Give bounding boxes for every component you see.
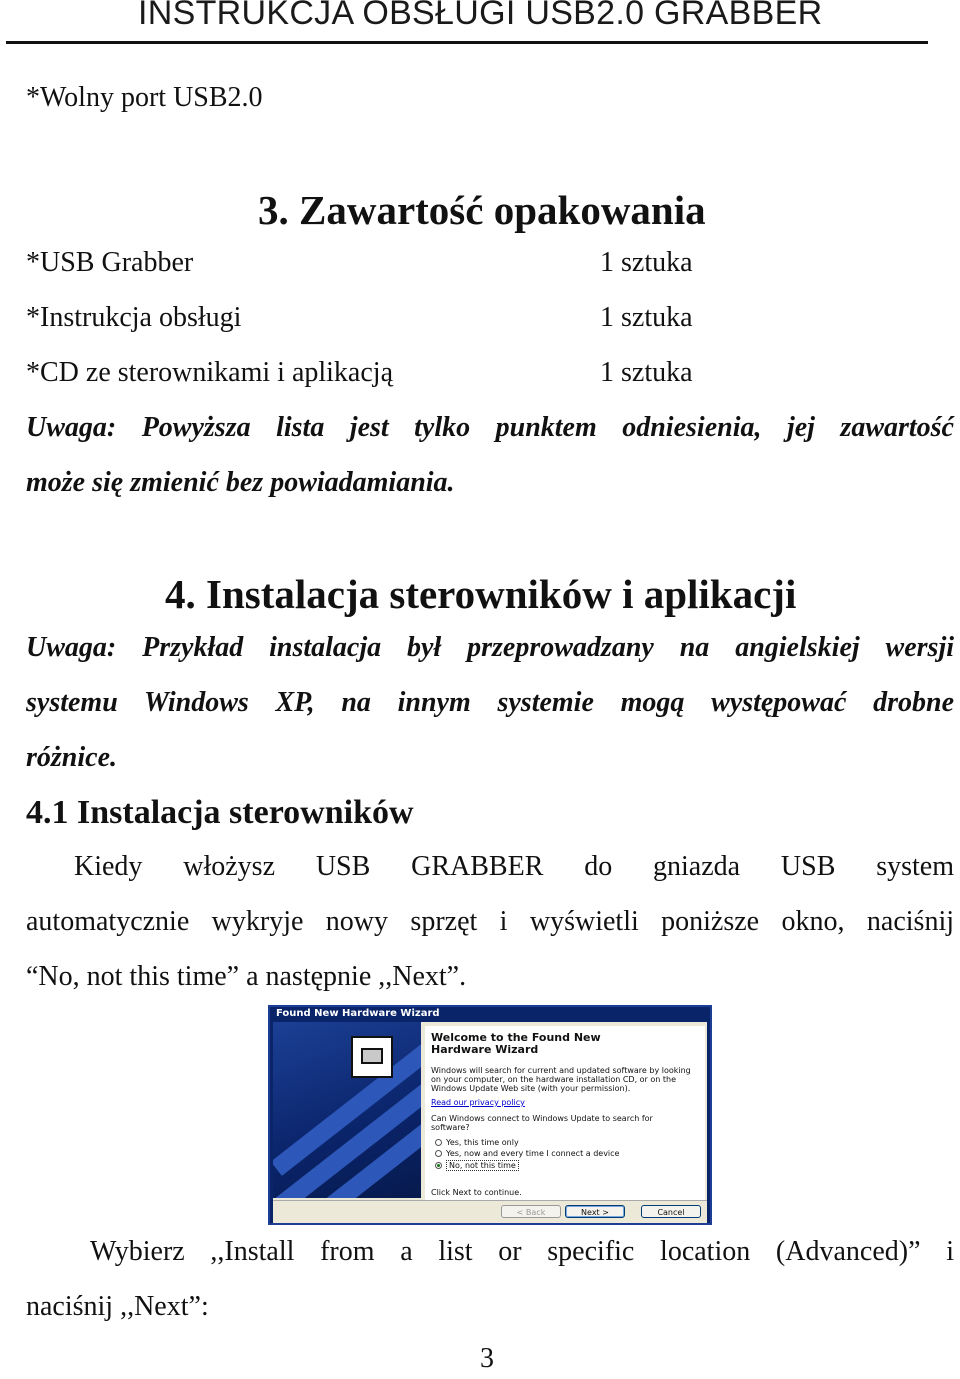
- radio-selected-icon[interactable]: [435, 1162, 442, 1169]
- wizard-intro: Windows will search for current and updated software by looking on your computer, on the hardware installation CD, or on the Windows Update Web site (with your permission).: [431, 1066, 691, 1093]
- option-yes-this-time[interactable]: [435, 1138, 519, 1147]
- section-4-note: Uwaga: Przykład instalacja był przeprowadzany na angielskiej wersji: [26, 632, 954, 663]
- wizard-content: [425, 1026, 705, 1202]
- wizard-title: Found New Hardware Wizard: [276, 1008, 440, 1019]
- option-label: No, not this time: [446, 1160, 519, 1171]
- radio-icon[interactable]: [435, 1150, 442, 1157]
- package-item-name: *USB Grabber: [26, 247, 194, 278]
- section-4-heading: 4. Instalacja sterowników i aplikacji: [165, 571, 797, 617]
- paragraph-line: Kiedy włożysz USB GRABBER do gniazda USB system: [74, 851, 954, 882]
- next-button[interactable]: Next >: [565, 1205, 625, 1218]
- radio-icon[interactable]: [435, 1139, 442, 1146]
- package-item-qty: 1 sztuka: [600, 302, 693, 333]
- document-header-title: INSTRUKCJA OBSŁUGI USB2.0 GRABBER: [138, 0, 823, 32]
- cancel-button[interactable]: Cancel: [641, 1205, 701, 1218]
- option-label: Yes, now and every time I connect a device: [446, 1149, 620, 1158]
- found-new-hardware-wizard-screenshot: [268, 1005, 712, 1225]
- package-item-qty: 1 sztuka: [600, 357, 693, 388]
- page-number: 3: [480, 1343, 494, 1374]
- wizard-heading: Welcome to the Found New Hardware Wizard: [431, 1031, 601, 1056]
- wizard-side-banner: [273, 1022, 421, 1198]
- package-item-name: *Instrukcja obsługi: [26, 302, 242, 333]
- section-3-heading: 3. Zawartość opakowania: [258, 187, 706, 233]
- paragraph-line: Wybierz ,,Install from a list or specific location (Advanced)” i: [90, 1236, 954, 1267]
- option-yes-every-time[interactable]: [435, 1149, 619, 1158]
- wizard-body: [273, 1022, 707, 1222]
- header-rule: [6, 41, 928, 44]
- paragraph-line: automatycznie wykryje nowy sprzęt i wyświetli poniższe okno, naciśnij: [26, 906, 954, 937]
- section-4-note-end: różnice.: [26, 742, 117, 773]
- option-no-not-this-time[interactable]: [435, 1160, 519, 1171]
- paragraph-line: “No, not this time” a następnie ,,Next”.: [26, 961, 467, 992]
- section-3-note-continued: może się zmienić bez powiadamiania.: [26, 467, 455, 498]
- wizard-button-bar: [273, 1200, 707, 1223]
- privacy-policy-link[interactable]: Read our privacy policy: [431, 1098, 525, 1107]
- wizard-footer-text: Click Next to continue.: [431, 1188, 522, 1197]
- section-3-note: Uwaga: Powyższa lista jest tylko punktem odniesienia, jej zawartość: [26, 412, 954, 443]
- hardware-icon: [351, 1036, 393, 1078]
- package-item-name: *CD ze sterownikami i aplikacją: [26, 357, 393, 388]
- paragraph-line: naciśnij ,,Next”:: [26, 1291, 209, 1322]
- requirement-free-port: *Wolny port USB2.0: [26, 82, 263, 113]
- back-button[interactable]: < Back: [501, 1205, 561, 1218]
- section-4-note-continued: systemu Windows XP, na innym systemie mogą występować drobne: [26, 687, 954, 718]
- section-4-1-heading: 4.1 Instalacja sterowników: [26, 794, 414, 831]
- package-item-qty: 1 sztuka: [600, 247, 693, 278]
- option-label: Yes, this time only: [446, 1138, 519, 1147]
- wizard-question: Can Windows connect to Windows Update to search for software?: [431, 1114, 653, 1132]
